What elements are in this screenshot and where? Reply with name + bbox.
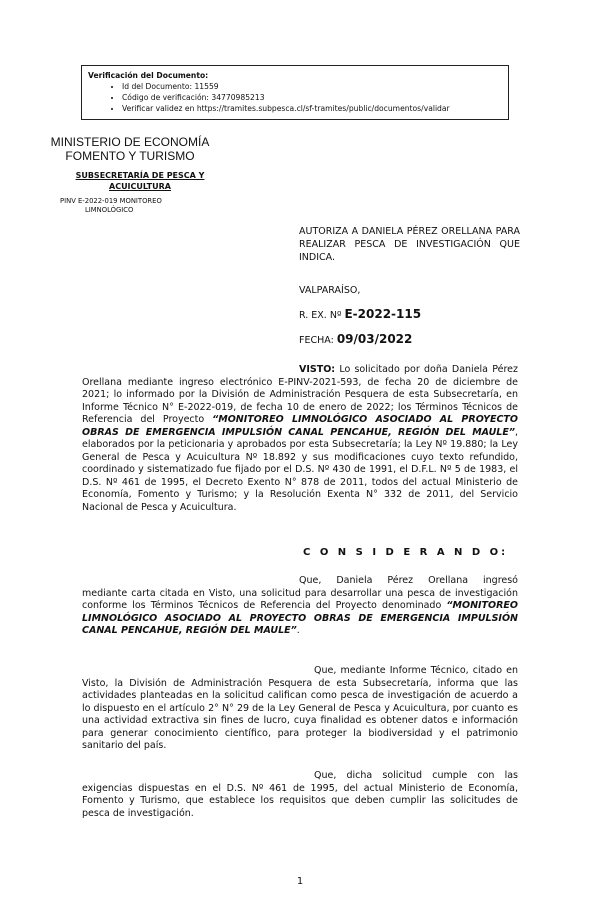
ministry-header [30,135,230,163]
page-number: 1 [296,876,304,887]
visto-label: VISTO: [299,364,336,375]
verification-url: • Verificar validez en https://tramites.subpesca.cl/sf-tramites/public/documentos/validar [122,103,502,114]
verification-code: • Código de verificación: 34770985213 [122,92,502,103]
resolution-number-label: R. EX. Nº [299,310,342,321]
resolution-number [299,307,421,321]
resolution-number-value: E-2022-115 [344,307,422,321]
p1-project-name: “MONITOREO LIMNOLÓGICO ASOCIADO AL PROYECTO OBRAS DE EMERGENCIA IMPULSIÓN CANAL PENCAHUE, REGIÓN DEL MAULE” [82,600,518,636]
resolution-place: VALPARAÍSO, [299,285,361,296]
ministry-line-1: MINISTERIO DE ECONOMÍA [50,135,210,149]
reference-line-1: PINV E-2022-019 MONITOREO [60,197,162,205]
verification-list [88,81,502,114]
ministry-line-2: FOMENTO Y TURISMO [65,149,195,163]
considerando-heading: C O N S I D E R A N D O: [303,547,509,558]
considerando-paragraph-1 [82,575,518,638]
resolution-date-value: 09/03/2022 [336,332,413,346]
resolution-date [299,332,412,346]
p1-text-after: . [296,625,300,636]
subsecretaria-line-2: ACUICULTURA [109,182,171,191]
considerando-paragraph-2: Que, mediante Informe Técnico, citado en Visto, la División de Administración Pesquera de esta Subsecretaría, informa que las actividades planteadas en la solicitud califican como pesca de investigación de acuerdo a lo dispuesto en el artículo 2° N° 29 de la Ley General de Pesca y Acuicultura, por cuanto es una actividad extractiva sin fines de lucro, cuya finalidad es obtener datos e información para generar conocimiento científico, para proteger la biodiversidad y el patrimonio sanitario del país. [82,665,518,751]
reference-code [60,197,190,215]
visto-paragraph [82,364,518,514]
visto-project-name: “MONITOREO LIMNOLÓGICO ASOCIADO AL PROYECTO OBRAS DE EMERGENCIA IMPULSIÓN CANAL PENCAHUE, REGIÓN DEL MAULE” [82,414,518,438]
reference-line-2: LIMNOLÓGICO [85,206,134,214]
verification-id: • Id del Documento: 11559 [122,81,502,92]
subsecretaria-header [65,170,215,192]
verification-box [81,65,509,120]
visto-text-before: Lo solicitado por doña Daniela Pérez Orellana mediante ingreso electrónico E-PINV-2021-593, de fecha 20 de diciembre de 2021; lo informado por la División de Administración Pesquera de esta Subsecretaría, en Informe Técnico N° E-2022-019, de fecha 10 de enero de 2022; los Términos Técnicos de Referencia del Proyecto [82,364,518,425]
subsecretaria-line-1: SUBSECRETARÍA DE PESCA Y [75,171,205,180]
verification-title: Verificación del Documento: [88,71,209,80]
considerando-paragraph-3: Que, dicha solicitud cumple con las exigencias dispuestas en el D.S. Nº 461 de 1995, del actual Ministerio de Economía, Fomento y Turismo, que establece los requisitos que deben cumplir las solicitudes de pesca de investigación. [82,770,518,819]
visto-text-after: , elaborados por la peticionaria y aprobados por esta Subsecretaría; la Ley Nº 19.880; la Ley General de Pesca y Acuicultura Nº 18.892 y sus modificaciones cuyo texto refundido, coordinado y sistematizado fue fijado por el D.S. Nº 430 de 1991, el D.F.L. Nº 5 de 1983, el D.S. Nº 461 de 1995, el Decreto Exento N° 878 de 2011, todos del actual Ministerio de Economía, Fomento y Turismo; y la Resolución Exenta N° 332 de 2011, del Servicio Nacional de Pesca y Acuicultura. [82,426,518,513]
p1-text-before: Que, Daniela Pérez Orellana ingresó mediante carta citada en Visto, una solicitud para desarrollar una pesca de investigación conforme los Términos Técnicos de Referencia del Proyecto denominado [82,575,518,611]
resolution-date-label: FECHA: [299,335,334,346]
resolution-summary: AUTORIZA A DANIELA PÉREZ ORELLANA PARA REALIZAR PESCA DE INVESTIGACIÓN QUE INDICA. [299,226,520,263]
